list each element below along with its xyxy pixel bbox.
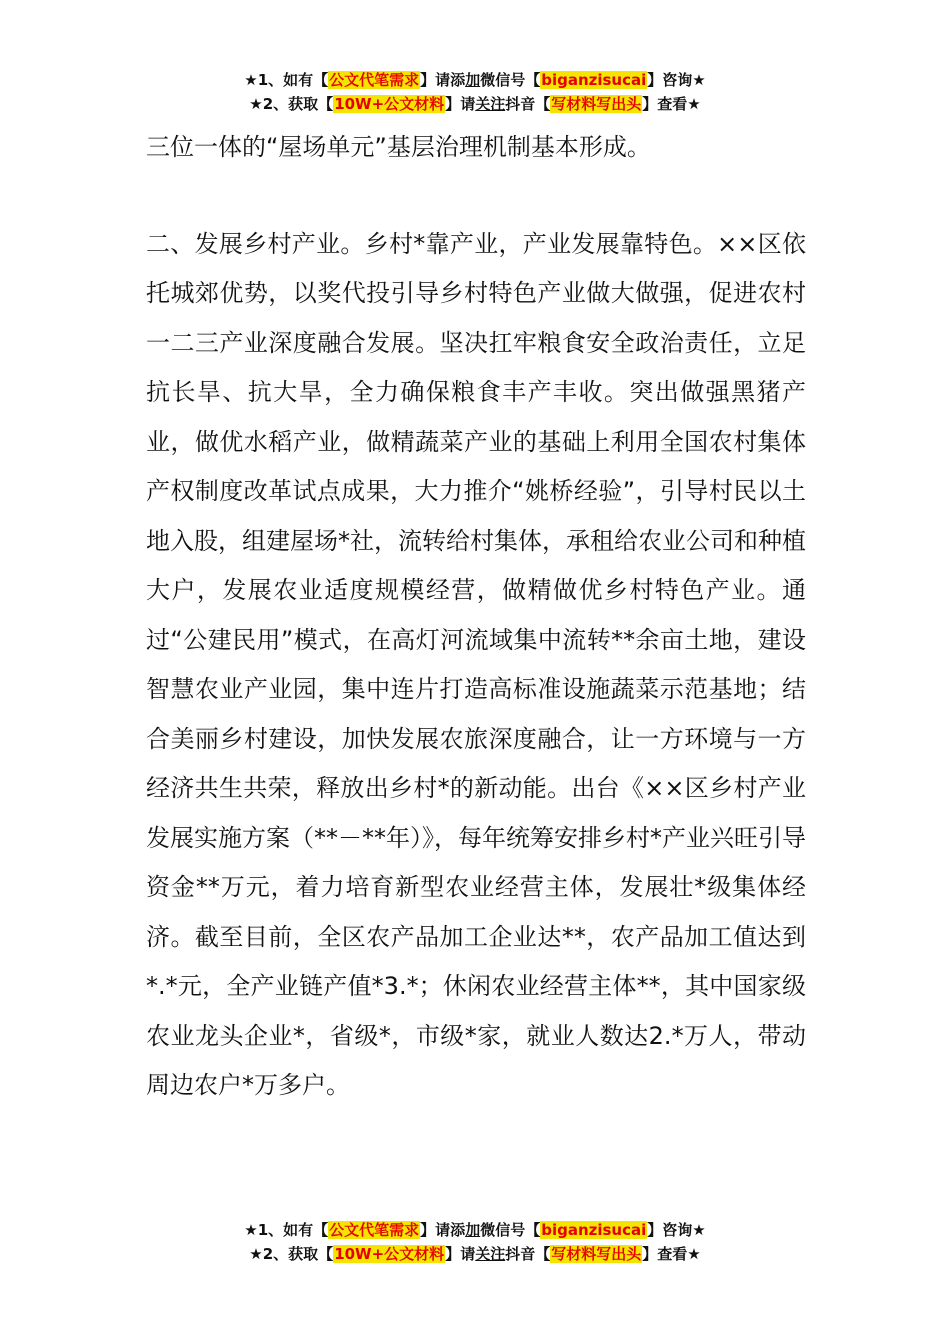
notice-line-2: ★2、获取【10W+公文材料】请关注抖音【写材料写出头】查看★: [249, 95, 701, 113]
footer-notice: [0, 1218, 950, 1266]
highlight-douyin: 写材料写出头: [551, 1245, 642, 1263]
notice-line-1: ★1、如有【公文代笔需求】请添加微信号【biganzisucai】咨询★: [244, 71, 706, 89]
highlight-douyin: 写材料写出头: [551, 95, 642, 113]
highlight-materials: 10W+公文材料: [334, 1245, 445, 1263]
document-body: [146, 123, 806, 1111]
paragraph-continuation: 三位一体的“屋场单元”基层治理机制基本形成。: [146, 133, 651, 161]
highlight-materials: 10W+公文材料: [334, 95, 445, 113]
notice-line-1: ★1、如有【公文代笔需求】请添加微信号【biganzisucai】咨询★: [244, 1221, 706, 1239]
highlight-wechat-id: biganzisucai: [541, 71, 647, 89]
paragraph-rural-industry: 二、发展乡村产业。乡村*靠产业，产业发展靠特色。××区依托城郊优势，以奖代投引导乡村特色产业做大做强，促进农村一二三产业深度融合发展。坚决扛牢粮食安全政治责任，立足抗长旱、抗大旱，全力确保粮食丰产丰收。突出做强黑猪产业，做优水稻产业，做精蔬菜产业的基础上利用全国农村集体产权制度改革试点成果，大力推介“姚桥经验”，引导村民以土地入股，组建屋场*社，流转给村集体，承租给农业公司和种植大户，发展农业适度规模经营，做精做优乡村特色产业。通过“公建民用”模式，在高灯河流域集中流转**余亩土地，建设智慧农业产业园，集中连片打造高标准设施蔬菜示范基地；结合美丽乡村建设，加快发展农旅深度融合，让一方环境与一方经济共生共荣，释放出乡村*的新动能。出台《××区乡村产业发展实施方案（**－**年）》，每年统筹安排乡村*产业兴旺引导资金**万元，着力培育新型农业经营主体，发展壮*级集体经济。截至目前，全区农产品加工企业达**，农产品加工值达到*.*元，全产业链产值*3.*；休闲农业经营主体**，其中国家级农业龙头企业*，省级*，市级*家，就业人数达2.*万人，带动周边农户*万多户。: [146, 229, 806, 1099]
highlight-ghostwriting: 公文代笔需求: [329, 71, 420, 89]
highlight-wechat-id: biganzisucai: [541, 1221, 647, 1239]
header-notice: [0, 68, 950, 116]
highlight-ghostwriting: 公文代笔需求: [329, 1221, 420, 1239]
notice-line-2: ★2、获取【10W+公文材料】请关注抖音【写材料写出头】查看★: [249, 1245, 701, 1263]
